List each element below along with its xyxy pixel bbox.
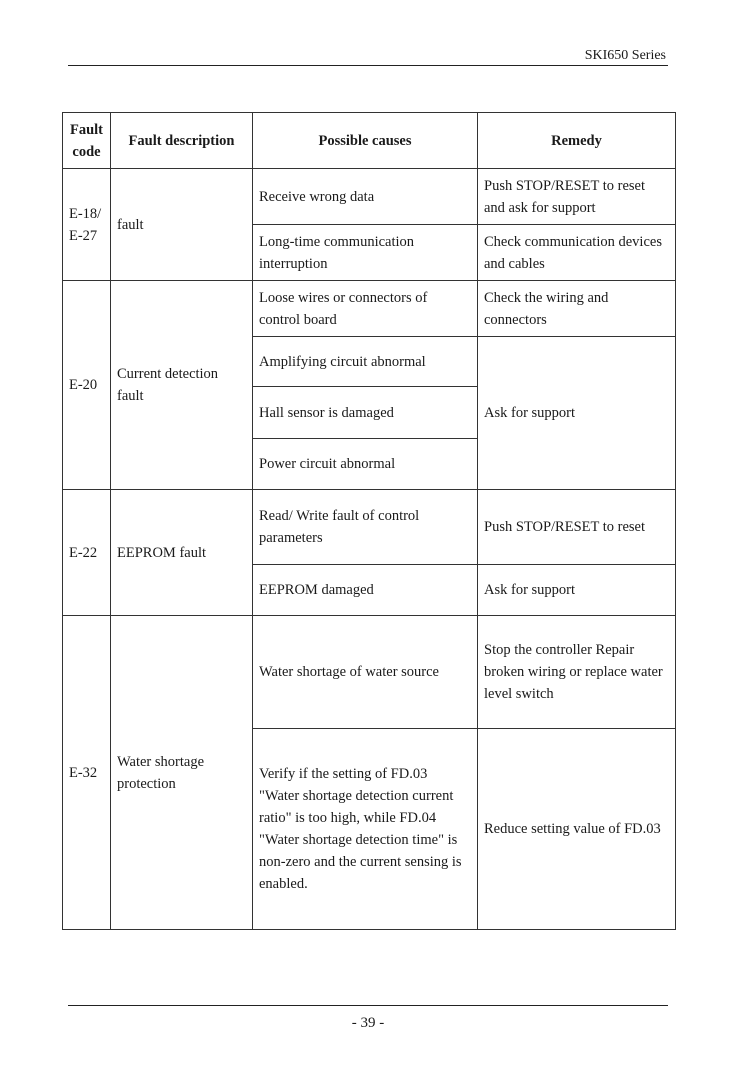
header-divider xyxy=(68,65,668,66)
remedy-cell: Ask for support xyxy=(478,565,676,616)
table-row xyxy=(63,616,676,729)
possible-cause-cell: Power circuit abnormal xyxy=(253,439,478,490)
possible-cause-cell: Read/ Write fault of control parameters xyxy=(253,490,478,565)
possible-cause-cell: Verify if the setting of FD.03 "Water shortage detection current ratio" is too high, while FD.04 "Water shortage detection time" is non-zero and the current sensing is enabled. xyxy=(253,729,478,930)
footer-divider xyxy=(68,1005,668,1006)
fault-code-cell: E-22 xyxy=(63,490,111,616)
header-series-title: SKI650 Series xyxy=(584,48,666,63)
possible-cause-cell: Long-time communication interruption xyxy=(253,225,478,281)
remedy-cell: Reduce setting value of FD.03 xyxy=(478,729,676,930)
possible-cause-cell: EEPROM damaged xyxy=(253,565,478,616)
fault-code-cell: E-20 xyxy=(63,281,111,490)
header-code-line1: Fault xyxy=(69,121,104,138)
header-fault-description: Fault description xyxy=(111,113,253,169)
remedy-cell: Check communication devices and cables xyxy=(478,225,676,281)
remedy-cell: Push STOP/RESET to reset xyxy=(478,490,676,565)
fault-code-cell: E-32 xyxy=(63,616,111,930)
fault-description-cell: fault xyxy=(111,169,253,281)
table-header-row xyxy=(63,113,676,169)
possible-cause-cell: Amplifying circuit abnormal xyxy=(253,337,478,387)
remedy-cell: Stop the controller Repair broken wiring or replace water level switch xyxy=(478,616,676,729)
remedy-cell: Push STOP/RESET to reset and ask for support xyxy=(478,169,676,225)
page-number: - 39 - xyxy=(351,1015,385,1031)
header-possible-causes: Possible causes xyxy=(253,113,478,169)
remedy-cell: Ask for support xyxy=(478,337,676,490)
remedy-cell: Check the wiring and connectors xyxy=(478,281,676,337)
possible-cause-cell: Water shortage of water source xyxy=(253,616,478,729)
possible-cause-cell: Loose wires or connectors of control board xyxy=(253,281,478,337)
table-row xyxy=(63,281,676,337)
table-row xyxy=(63,490,676,565)
table-row xyxy=(63,169,676,225)
possible-cause-cell: Hall sensor is damaged xyxy=(253,387,478,439)
fault-description-cell: Current detection fault xyxy=(111,281,253,490)
fault-table xyxy=(62,112,676,930)
header-code-line2: code xyxy=(72,143,101,160)
header-fault-code xyxy=(63,113,111,169)
fault-description-cell: Water shortage protection xyxy=(111,616,253,930)
fault-code-cell: E-18/ E-27 xyxy=(63,169,111,281)
header-remedy: Remedy xyxy=(478,113,676,169)
fault-description-cell: EEPROM fault xyxy=(111,490,253,616)
possible-cause-cell: Receive wrong data xyxy=(253,169,478,225)
